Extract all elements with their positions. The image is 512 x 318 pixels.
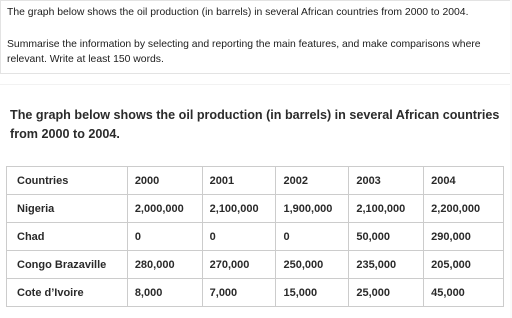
value-cell: 0 xyxy=(127,223,202,251)
value-cell: 2,100,000 xyxy=(202,195,276,223)
table-heading: The graph below shows the oil production (in barrels) in several African countries from 2000 to 2004. xyxy=(10,108,500,141)
value-cell: 2,100,000 xyxy=(349,195,424,223)
table-row xyxy=(7,251,504,279)
value-cell: 2,200,000 xyxy=(424,195,504,223)
value-cell: 1,900,000 xyxy=(276,195,349,223)
header-cell: 2001 xyxy=(202,167,276,195)
table-row xyxy=(7,223,504,251)
value-cell: 8,000 xyxy=(127,279,202,307)
divider xyxy=(0,84,512,85)
value-cell: 290,000 xyxy=(424,223,504,251)
value-cell: 2,000,000 xyxy=(127,195,202,223)
value-cell: 0 xyxy=(202,223,276,251)
header-cell: Countries xyxy=(7,167,128,195)
task-prompt-line: The graph below shows the oil production (in barrels) in several African countries from 2000 to 2004. xyxy=(7,7,469,18)
value-cell: 205,000 xyxy=(424,251,504,279)
header-cell: 2004 xyxy=(424,167,504,195)
value-cell: 7,000 xyxy=(202,279,276,307)
header-cell: 2003 xyxy=(349,167,424,195)
value-cell: 15,000 xyxy=(276,279,349,307)
value-cell: 280,000 xyxy=(127,251,202,279)
country-cell: Nigeria xyxy=(7,195,128,223)
country-cell: Congo Brazaville xyxy=(7,251,128,279)
value-cell: 250,000 xyxy=(276,251,349,279)
table-row xyxy=(7,195,504,223)
table-row xyxy=(7,279,504,307)
value-cell: 45,000 xyxy=(424,279,504,307)
task-instructions: Summarise the information by selecting and reporting the main features, and make comparisons where relevant. Write at least 150 words. xyxy=(7,39,481,65)
oil-production-table xyxy=(6,166,504,307)
value-cell: 270,000 xyxy=(202,251,276,279)
value-cell: 50,000 xyxy=(349,223,424,251)
country-cell: Chad xyxy=(7,223,128,251)
value-cell: 235,000 xyxy=(349,251,424,279)
value-cell: 0 xyxy=(276,223,349,251)
value-cell: 25,000 xyxy=(349,279,424,307)
task-prompt-box xyxy=(0,0,510,74)
table-header-row xyxy=(7,167,504,195)
header-cell: 2000 xyxy=(127,167,202,195)
header-cell: 2002 xyxy=(276,167,349,195)
country-cell: Cote d’Ivoire xyxy=(7,279,128,307)
